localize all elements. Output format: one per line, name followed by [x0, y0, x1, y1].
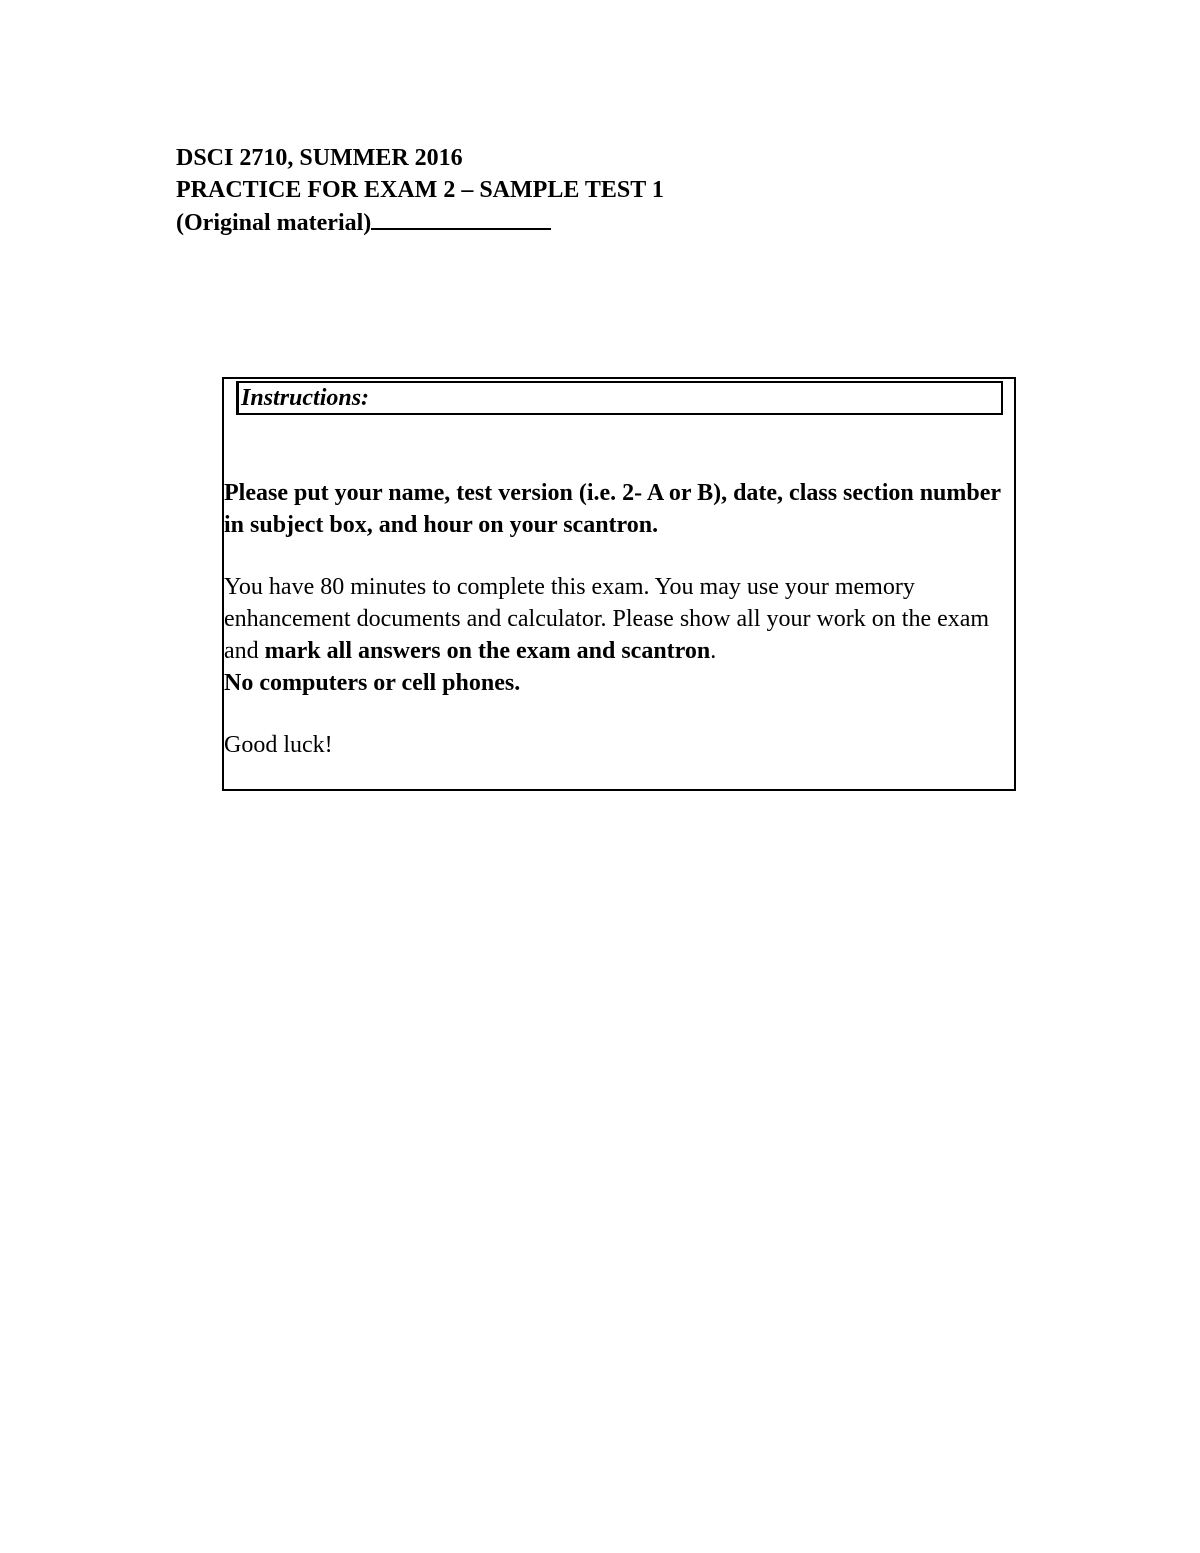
original-material-line: [176, 206, 664, 239]
course-title: DSCI 2710, SUMMER 2016: [176, 145, 463, 171]
exam-rules-bold: mark all answers on the exam and scantron: [264, 638, 711, 664]
instructions-paragraph-exam-rules: [224, 571, 1016, 699]
instructions-title-box: [236, 381, 1003, 415]
instructions-title: Instructions:: [241, 385, 370, 411]
exam-header: [176, 142, 664, 239]
exam-title: PRACTICE FOR EXAM 2 – SAMPLE TEST 1: [176, 177, 664, 203]
name-blank-line: [371, 206, 551, 230]
exam-rules-text: You have 80 minutes to complete this exam. You may use your memory enhancement documents and calculator. Please show all your work on the exam and: [224, 574, 990, 664]
instructions-box: [222, 377, 1016, 791]
instructions-paragraph-scantron: Please put your name, test version (i.e. 2- A or B), date, class section number in subject box, and hour on your scantron.: [224, 480, 1001, 538]
original-material-label: (Original material): [176, 210, 372, 236]
no-devices-text: No computers or cell phones.: [224, 670, 521, 696]
good-luck-text: Good luck!: [224, 732, 333, 758]
exam-rules-period: .: [710, 638, 717, 664]
